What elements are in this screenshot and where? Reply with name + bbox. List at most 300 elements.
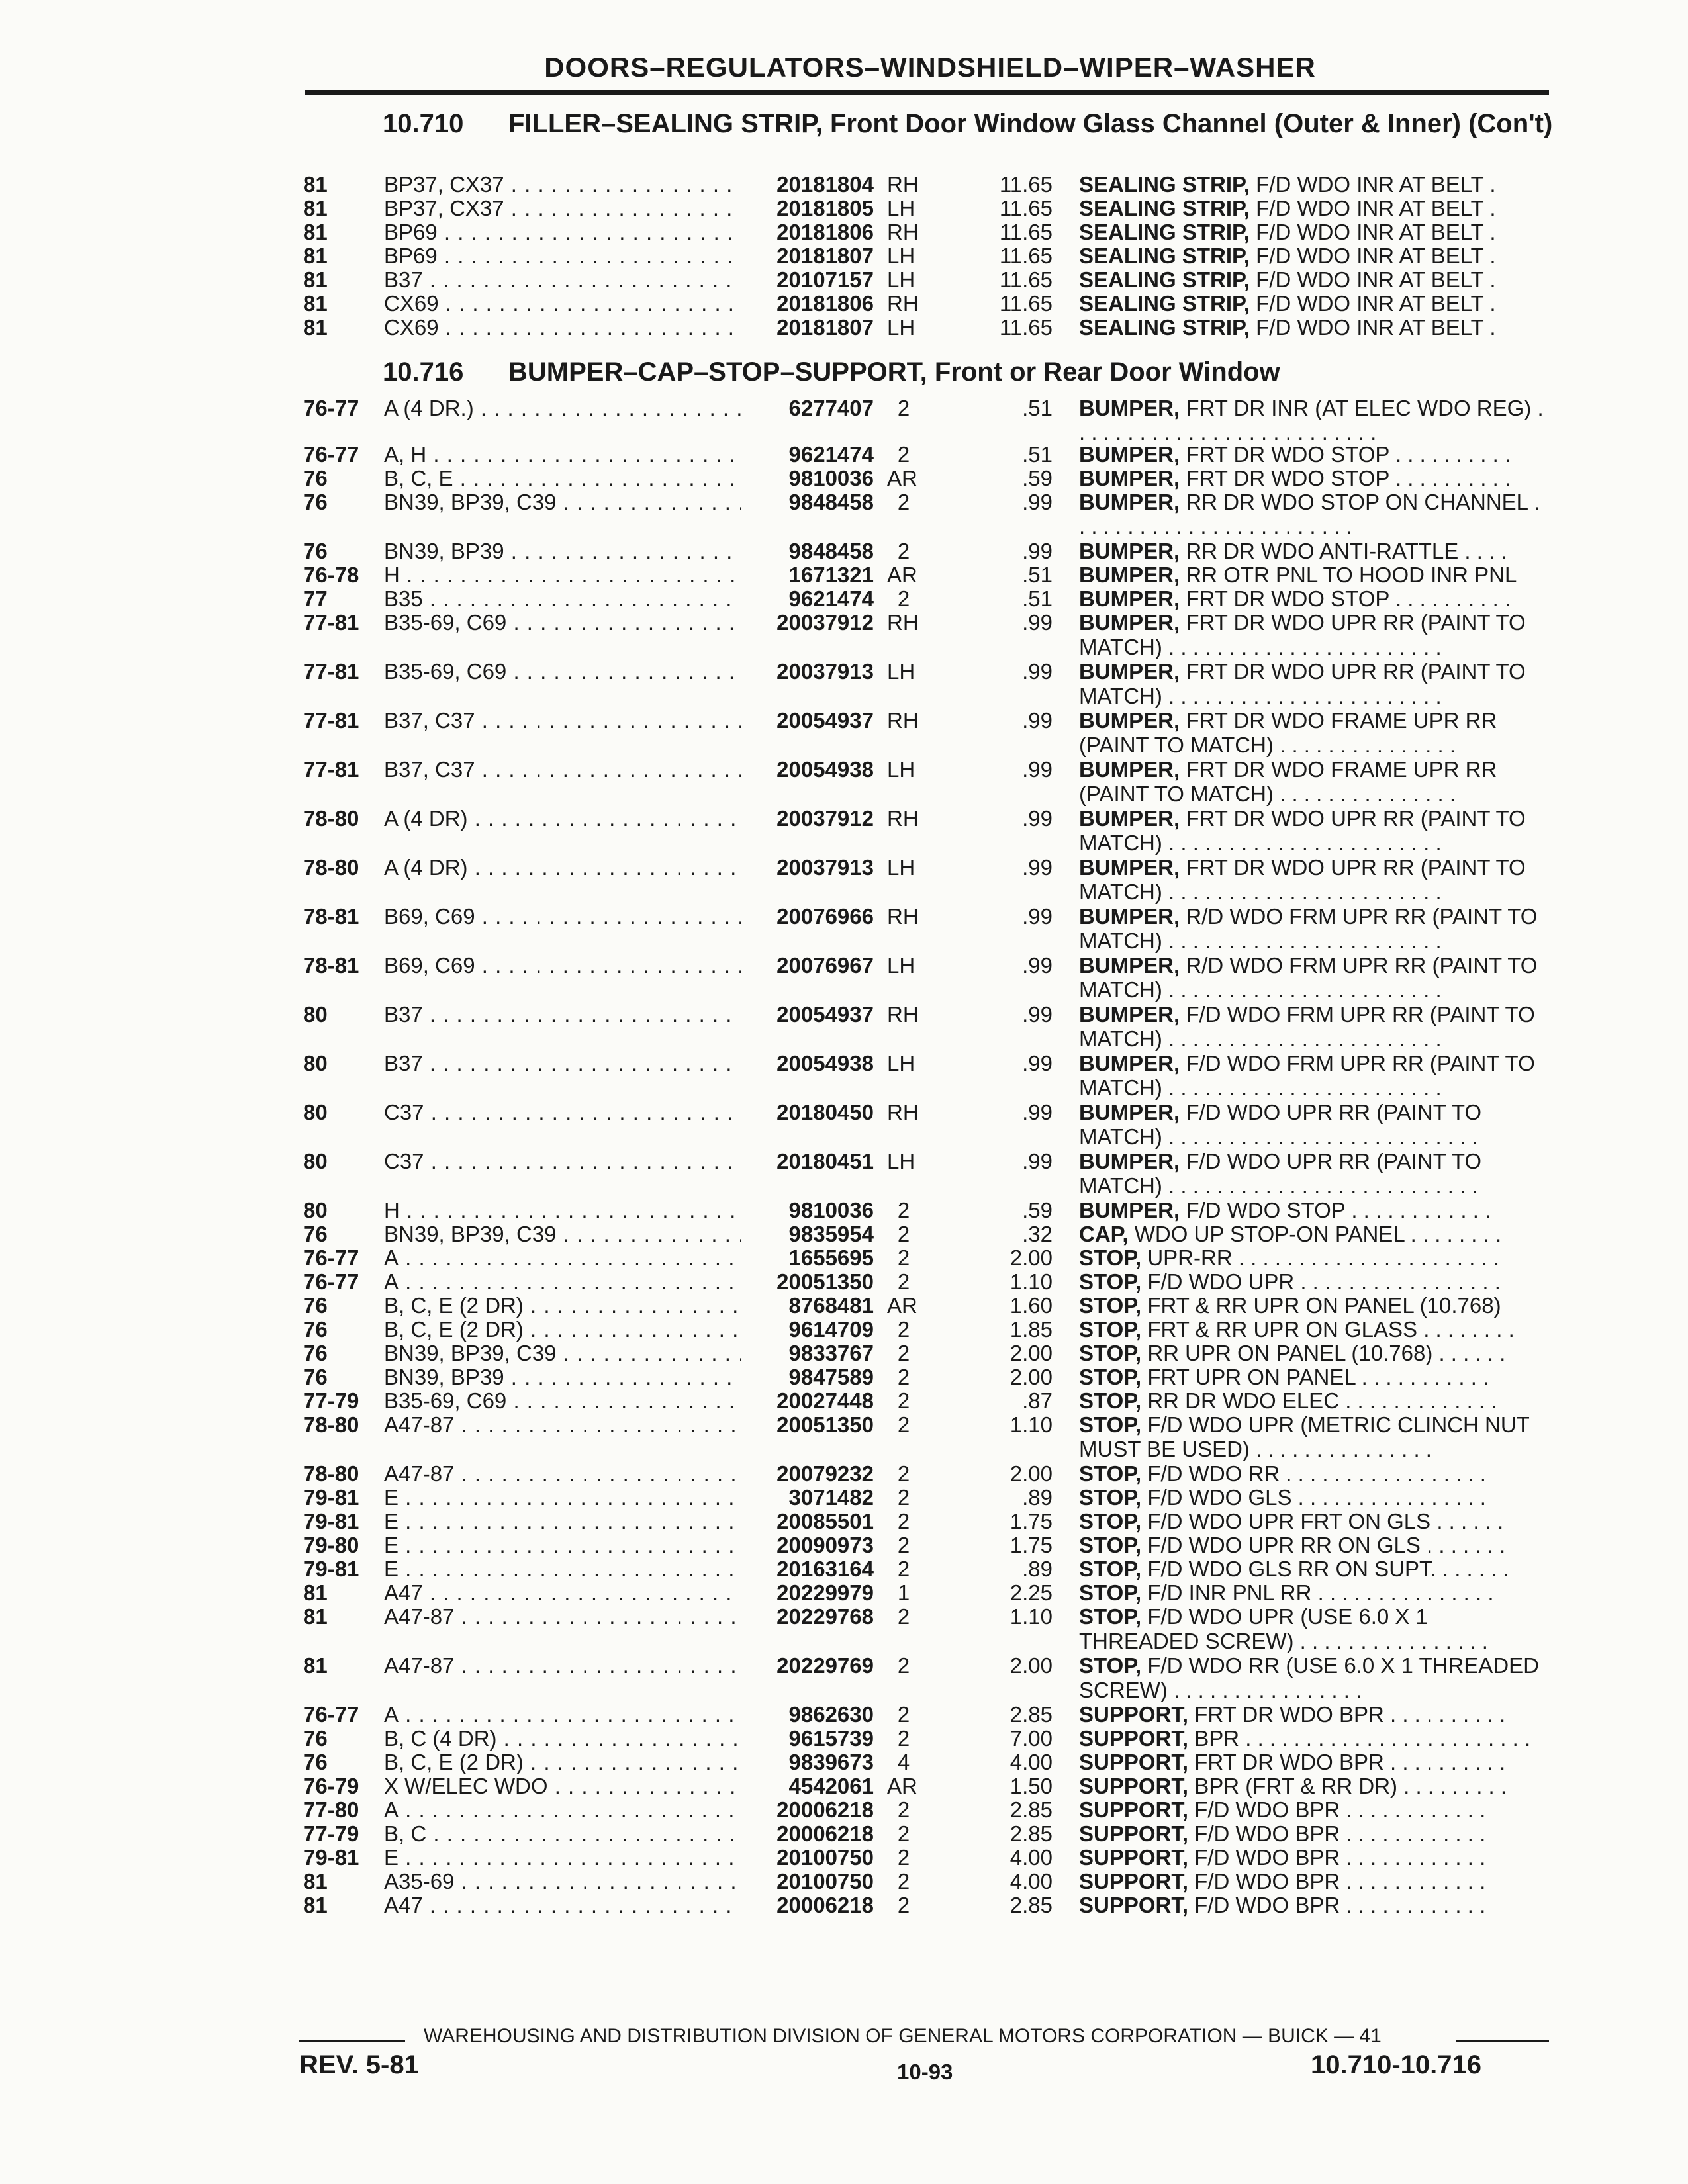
year-range: 80	[303, 1198, 328, 1222]
model-code: B, C, E (2 DR) . . .	[384, 1293, 741, 1318]
part-description	[1079, 291, 1549, 316]
part-number: 9839673	[788, 1750, 874, 1774]
part-number: 20180451	[776, 1149, 874, 1173]
model-code: E . . .	[384, 1557, 741, 1581]
price: 1.75	[1009, 1509, 1053, 1533]
part-number: 20163164	[776, 1557, 874, 1581]
part-description	[1079, 1388, 1549, 1413]
part-description-text: FRT DR WDO UPR RR (PAINT TO MATCH) . . . . . . . . . . . . . . . . . . . . . . .	[1079, 855, 1526, 904]
part-description-keyword: STOP,	[1079, 1412, 1142, 1437]
quantity: 4	[897, 1750, 910, 1774]
part-description-keyword: SEALING STRIP,	[1079, 172, 1250, 197]
part-description	[1079, 539, 1549, 563]
part-number: 8768481	[788, 1293, 874, 1318]
part-number: 20006218	[776, 1893, 874, 1917]
part-description-text: F/D WDO UPR (METRIC CLINCH NUT MUST BE USED) . . . . . . . . . . . . . . .	[1079, 1412, 1530, 1461]
part-description	[1079, 396, 1549, 445]
price: .51	[1022, 396, 1053, 420]
part-number: 20054937	[776, 1002, 874, 1026]
price: 2.85	[1009, 1893, 1053, 1917]
model-code: A (4 DR) . . .	[384, 806, 741, 831]
part-number: 20037912	[776, 806, 874, 831]
revision-label: REV. 5-81	[299, 2050, 419, 2079]
part-description-text: RR DR WDO ELEC . . . . . . . . . . . . .	[1141, 1388, 1497, 1413]
part-number: 20054937	[776, 708, 874, 733]
year-range: 81	[303, 1869, 328, 1893]
part-description-keyword: STOP,	[1079, 1509, 1142, 1533]
table-row	[0, 396, 1688, 449]
part-description-text: RR DR WDO ANTI-RATTLE . . . .	[1180, 539, 1507, 563]
price: 1.60	[1009, 1293, 1053, 1318]
part-description-text: F/D WDO BPR . . . . . . . . . . . .	[1188, 1893, 1486, 1917]
price: 1.50	[1009, 1774, 1053, 1798]
quantity: RH	[887, 172, 919, 197]
model-code: B, C, E . . .	[384, 466, 741, 490]
part-description	[1079, 1002, 1549, 1051]
part-number: 9848458	[788, 490, 874, 514]
part-description-keyword: BUMPER,	[1079, 855, 1180, 880]
model-code: B, C, E (2 DR) . . .	[384, 1317, 741, 1342]
quantity: 2	[897, 586, 910, 611]
part-description-keyword: BUMPER,	[1079, 659, 1180, 684]
part-description-text: R/D WDO FRM UPR RR (PAINT TO MATCH) . . . . . . . . . . . . . . . . . . . . . . .	[1079, 953, 1538, 1002]
price: 4.00	[1009, 1750, 1053, 1774]
price: .51	[1022, 442, 1053, 467]
model-code: B, C . . .	[384, 1821, 741, 1846]
quantity: AR	[887, 1774, 917, 1798]
quantity: LH	[887, 757, 915, 782]
year-range: 81	[303, 196, 328, 220]
price: .99	[1022, 1051, 1053, 1075]
footer-rule-right	[1456, 2040, 1549, 2042]
part-description-keyword: SUPPORT,	[1079, 1726, 1189, 1751]
part-description	[1079, 806, 1549, 855]
table-row	[0, 806, 1688, 859]
part-description	[1079, 1149, 1549, 1198]
part-description	[1079, 1246, 1549, 1270]
year-range: 77-81	[303, 610, 359, 635]
part-description-text: F/D WDO INR AT BELT .	[1249, 291, 1496, 316]
part-description	[1079, 1222, 1549, 1246]
quantity: 2	[897, 490, 910, 514]
part-description-keyword: SUPPORT,	[1079, 1774, 1189, 1798]
year-range: 78-80	[303, 855, 359, 880]
part-description	[1079, 1412, 1549, 1461]
quantity: 2	[897, 1365, 910, 1389]
quantity: LH	[887, 1149, 915, 1173]
year-range: 79-81	[303, 1509, 359, 1533]
part-description-keyword: BUMPER,	[1079, 396, 1180, 420]
quantity: 2	[897, 1222, 910, 1246]
model-code: BN39, BP39 . . .	[384, 1365, 741, 1389]
part-description-keyword: SUPPORT,	[1079, 1821, 1189, 1846]
part-number: 20037913	[776, 855, 874, 880]
price: 11.65	[999, 196, 1053, 220]
year-range: 78-80	[303, 1461, 359, 1486]
part-number: 9621474	[788, 442, 874, 467]
model-code: A47-87 . . .	[384, 1653, 741, 1678]
part-description-text: FRT DR WDO STOP . . . . . . . . . .	[1180, 586, 1511, 611]
part-description-text: WDO UP STOP-ON PANEL . . . . . . . .	[1128, 1222, 1502, 1246]
price: 2.85	[1009, 1797, 1053, 1822]
table-row	[0, 708, 1688, 761]
table-row	[0, 1100, 1688, 1153]
quantity: LH	[887, 1051, 915, 1075]
part-description-text: FRT DR WDO BPR . . . . . . . . . .	[1188, 1702, 1506, 1727]
part-description	[1079, 220, 1549, 244]
year-range: 76	[303, 1293, 328, 1318]
model-code: A47-87 . . .	[384, 1604, 741, 1629]
model-code: E . . .	[384, 1845, 741, 1870]
table-row	[0, 659, 1688, 712]
part-description-text: UPR-RR . . . . . . . . . . . . . . . . . . . . . .	[1141, 1246, 1500, 1270]
part-description-keyword: STOP,	[1079, 1485, 1142, 1510]
year-range: 77-80	[303, 1797, 359, 1822]
part-description-text: R/D WDO FRM UPR RR (PAINT TO MATCH) . . . . . . . . . . . . . . . . . . . . . . .	[1079, 904, 1538, 953]
part-description-keyword: STOP,	[1079, 1557, 1142, 1581]
part-number: 4542061	[788, 1774, 874, 1798]
price: 7.00	[1009, 1726, 1053, 1751]
part-description-text: F/D WDO INR AT BELT .	[1249, 267, 1496, 292]
part-description-text: F/D WDO UPR . . . . . . . . . . . . . . . . .	[1141, 1269, 1501, 1294]
part-number: 9862630	[788, 1702, 874, 1727]
quantity: 2	[897, 1702, 910, 1727]
price: 1.85	[1009, 1317, 1053, 1342]
price: .99	[1022, 1100, 1053, 1124]
part-number: 20181806	[776, 291, 874, 316]
part-description	[1079, 563, 1549, 587]
model-code: CX69 . . .	[384, 291, 741, 316]
part-description-keyword: STOP,	[1079, 1388, 1142, 1413]
part-number: 20006218	[776, 1797, 874, 1822]
model-code: H . . .	[384, 563, 741, 587]
quantity: 1	[897, 1580, 910, 1605]
model-code: A (4 DR.) . . .	[384, 396, 741, 420]
year-range: 76-77	[303, 442, 359, 467]
part-description	[1079, 953, 1549, 1002]
part-description	[1079, 1509, 1549, 1533]
table-row	[0, 1051, 1688, 1104]
price: 11.65	[999, 267, 1053, 292]
part-number: 20079232	[776, 1461, 874, 1486]
year-range: 79-80	[303, 1533, 359, 1557]
part-description-keyword: SEALING STRIP,	[1079, 267, 1250, 292]
part-description-text: F/D INR PNL RR . . . . . . . . . . . . . . .	[1141, 1580, 1494, 1605]
quantity: 2	[897, 1845, 910, 1870]
part-number: 20090973	[776, 1533, 874, 1557]
section-number: 10.710	[383, 109, 464, 138]
model-code: B37 . . .	[384, 1051, 741, 1075]
price: 1.75	[1009, 1533, 1053, 1557]
part-description-text: FRT & RR UPR ON GLASS . . . . . . . .	[1141, 1317, 1515, 1342]
year-range: 81	[303, 220, 328, 244]
part-description-keyword: STOP,	[1079, 1293, 1142, 1318]
part-number: 20229979	[776, 1580, 874, 1605]
part-number: 20076966	[776, 904, 874, 929]
year-range: 76-77	[303, 1246, 359, 1270]
part-description	[1079, 196, 1549, 220]
year-range: 76-77	[303, 1269, 359, 1294]
table-row	[0, 855, 1688, 908]
part-description-keyword: STOP,	[1079, 1653, 1142, 1678]
price: .99	[1022, 953, 1053, 978]
price: .59	[1022, 1198, 1053, 1222]
model-code: B35-69, C69 . . .	[384, 1388, 741, 1413]
price: 2.00	[1009, 1653, 1053, 1678]
table-row	[0, 315, 1688, 368]
year-range: 81	[303, 172, 328, 197]
year-range: 76	[303, 1750, 328, 1774]
model-code: BP69 . . .	[384, 220, 741, 244]
part-number: 20027448	[776, 1388, 874, 1413]
part-description-keyword: BUMPER,	[1079, 466, 1180, 490]
quantity: RH	[887, 220, 919, 244]
part-description-text: F/D WDO UPR RR ON GLS . . . . . . .	[1141, 1533, 1506, 1557]
part-description	[1079, 1797, 1549, 1822]
quantity: LH	[887, 267, 915, 292]
price: .51	[1022, 563, 1053, 587]
model-code: B35-69, C69 . . .	[384, 659, 741, 684]
part-description-text: F/D WDO INR AT BELT .	[1249, 244, 1496, 268]
part-number: 9621474	[788, 586, 874, 611]
model-code: B35 . . .	[384, 586, 741, 611]
quantity: 2	[897, 1198, 910, 1222]
quantity: 2	[897, 442, 910, 467]
year-range: 81	[303, 1604, 328, 1629]
part-description	[1079, 244, 1549, 268]
part-description-text: FRT DR INR (AT ELEC WDO REG) . . . . . . . . . . . . . . . . . . . . . . . . . .	[1079, 396, 1544, 445]
quantity: 2	[897, 1341, 910, 1365]
part-number: 3071482	[788, 1485, 874, 1510]
price: .99	[1022, 659, 1053, 684]
model-code: A35-69 . . .	[384, 1869, 741, 1893]
quantity: RH	[887, 806, 919, 831]
part-number: 20100750	[776, 1845, 874, 1870]
part-description-keyword: BUMPER,	[1079, 806, 1180, 831]
quantity: LH	[887, 315, 915, 340]
part-description-keyword: SEALING STRIP,	[1079, 196, 1250, 220]
part-number: 20181805	[776, 196, 874, 220]
part-description-keyword: BUMPER,	[1079, 490, 1180, 514]
part-description-text: FRT DR WDO FRAME UPR RR (PAINT TO MATCH) . . . . . . . . . . . . . . .	[1079, 757, 1497, 806]
part-description-keyword: BUMPER,	[1079, 442, 1180, 467]
price: 11.65	[999, 220, 1053, 244]
part-description-keyword: STOP,	[1079, 1317, 1142, 1342]
part-description-text: F/D WDO UPR RR (PAINT TO MATCH) . . . . . . . . . . . . . . . . . . . . . . . . . .	[1079, 1100, 1482, 1149]
part-number: 20181806	[776, 220, 874, 244]
part-description-text: FRT UPR ON PANEL . . . . . . . . . . .	[1141, 1365, 1489, 1389]
year-range: 78-81	[303, 904, 359, 929]
part-number: 20181807	[776, 244, 874, 268]
year-range: 81	[303, 267, 328, 292]
part-description	[1079, 904, 1549, 953]
model-code: C37 . . .	[384, 1149, 741, 1173]
price: .99	[1022, 708, 1053, 733]
year-range: 77-79	[303, 1821, 359, 1846]
price: .32	[1022, 1222, 1053, 1246]
part-number: 9614709	[788, 1317, 874, 1342]
quantity: 2	[897, 396, 910, 420]
model-code: BP37, CX37 . . .	[384, 196, 741, 220]
model-code: A, H . . .	[384, 442, 741, 467]
year-range: 76	[303, 1317, 328, 1342]
table-row	[0, 1412, 1688, 1465]
part-number: 1671321	[788, 563, 874, 587]
year-range: 77-81	[303, 757, 359, 782]
quantity: 2	[897, 1726, 910, 1751]
part-description	[1079, 1051, 1549, 1100]
part-description	[1079, 1341, 1549, 1365]
year-range: 79-81	[303, 1485, 359, 1510]
part-description-text: F/D WDO RR (USE 6.0 X 1 THREADED SCREW) . . . . . . . . . . . . . . . .	[1079, 1653, 1539, 1702]
quantity: 2	[897, 1388, 910, 1413]
quantity: 2	[897, 1557, 910, 1581]
quantity: AR	[887, 563, 917, 587]
price: 11.65	[999, 244, 1053, 268]
part-description-text: F/D WDO UPR (USE 6.0 X 1 THREADED SCREW) . . . . . . . . . . . . . . . .	[1079, 1604, 1488, 1653]
year-range: 76-79	[303, 1774, 359, 1798]
part-description-text: FRT DR WDO BPR . . . . . . . . . .	[1188, 1750, 1506, 1774]
year-range: 76	[303, 539, 328, 563]
part-description-text: FRT DR WDO UPR RR (PAINT TO MATCH) . . . . . . . . . . . . . . . . . . . . . . .	[1079, 610, 1526, 659]
part-description-keyword: BUMPER,	[1079, 586, 1180, 611]
quantity: 2	[897, 1485, 910, 1510]
part-number: 20051350	[776, 1412, 874, 1437]
model-code: B, C (4 DR) . . .	[384, 1726, 741, 1751]
part-description-text: RR OTR PNL TO HOOD INR PNL	[1180, 563, 1517, 587]
price: .99	[1022, 1002, 1053, 1026]
quantity: 2	[897, 1412, 910, 1437]
quantity: 2	[897, 1269, 910, 1294]
part-description-text: F/D WDO FRM UPR RR (PAINT TO MATCH) . . . . . . . . . . . . . . . . . . . . . . .	[1079, 1002, 1535, 1051]
part-number: 20054938	[776, 757, 874, 782]
part-description-text: FRT DR WDO STOP . . . . . . . . . .	[1180, 442, 1511, 467]
part-description	[1079, 708, 1549, 757]
part-description-text: FRT & RR UPR ON PANEL (10.768)	[1141, 1293, 1501, 1318]
footer-rule-left	[299, 2040, 405, 2042]
part-description-keyword: BUMPER,	[1079, 563, 1180, 587]
price: 11.65	[999, 172, 1053, 197]
table-row	[0, 904, 1688, 957]
quantity: 2	[897, 1821, 910, 1846]
quantity: LH	[887, 953, 915, 978]
model-code: A . . .	[384, 1269, 741, 1294]
part-number: 9847589	[788, 1365, 874, 1389]
part-description	[1079, 1726, 1549, 1751]
part-description-text: FRT DR WDO UPR RR (PAINT TO MATCH) . . . . . . . . . . . . . . . . . . . . . . .	[1079, 806, 1526, 855]
part-number: 20229769	[776, 1653, 874, 1678]
part-number: 20037913	[776, 659, 874, 684]
model-code: A47 . . .	[384, 1893, 741, 1917]
quantity: 2	[897, 1869, 910, 1893]
part-description	[1079, 1750, 1549, 1774]
part-description	[1079, 1533, 1549, 1557]
part-number: 20037912	[776, 610, 874, 635]
price: .99	[1022, 855, 1053, 880]
model-code: BN39, BP39, C39 . . .	[384, 1222, 741, 1246]
part-description-text: RR DR WDO STOP ON CHANNEL . . . . . . . . . . . . . . . . . . . . . . . .	[1079, 490, 1540, 539]
model-code: E . . .	[384, 1485, 741, 1510]
year-range: 79-81	[303, 1557, 359, 1581]
part-description-text: F/D WDO INR AT BELT .	[1249, 220, 1496, 244]
price: .87	[1022, 1388, 1053, 1413]
part-description-keyword: STOP,	[1079, 1533, 1142, 1557]
price: 4.00	[1009, 1869, 1053, 1893]
part-number: 9615739	[788, 1726, 874, 1751]
year-range: 77-81	[303, 708, 359, 733]
part-description-keyword: SEALING STRIP,	[1079, 315, 1250, 340]
price: .99	[1022, 757, 1053, 782]
part-description-text: F/D WDO FRM UPR RR (PAINT TO MATCH) . . . . . . . . . . . . . . . . . . . . . . .	[1079, 1051, 1535, 1100]
section-title: BUMPER–CAP–STOP–SUPPORT, Front or Rear Door Window	[508, 357, 1280, 387]
page-number: 10-93	[897, 2060, 953, 2084]
model-code: B, C, E (2 DR) . . .	[384, 1750, 741, 1774]
model-code: H . . .	[384, 1198, 741, 1222]
part-description	[1079, 610, 1549, 659]
quantity: RH	[887, 1100, 919, 1124]
part-description-keyword: SEALING STRIP,	[1079, 244, 1250, 268]
part-description	[1079, 1580, 1549, 1605]
table-row	[0, 1002, 1688, 1055]
model-code: E . . .	[384, 1533, 741, 1557]
part-description-keyword: BUMPER,	[1079, 1002, 1180, 1026]
price: .99	[1022, 904, 1053, 929]
part-description-keyword: BUMPER,	[1079, 1051, 1180, 1075]
footer-division: WAREHOUSING AND DISTRIBUTION DIVISION OF GENERAL MOTORS CORPORATION — BUICK — 41	[424, 2025, 1382, 2047]
year-range: 76	[303, 1341, 328, 1365]
part-description	[1079, 1269, 1549, 1294]
part-description-keyword: STOP,	[1079, 1604, 1142, 1629]
part-description	[1079, 855, 1549, 904]
quantity: 2	[897, 1797, 910, 1822]
part-description-keyword: BUMPER,	[1079, 904, 1180, 929]
quantity: RH	[887, 708, 919, 733]
part-description	[1079, 1461, 1549, 1486]
model-code: A47-87 . . .	[384, 1461, 741, 1486]
part-description-text: F/D WDO INR AT BELT .	[1249, 196, 1496, 220]
part-number: 9833767	[788, 1341, 874, 1365]
part-number: 20006218	[776, 1821, 874, 1846]
year-range: 76	[303, 1365, 328, 1389]
price: .99	[1022, 1149, 1053, 1173]
part-description-keyword: SUPPORT,	[1079, 1750, 1189, 1774]
year-range: 80	[303, 1149, 328, 1173]
part-description	[1079, 1365, 1549, 1389]
price: 1.10	[1009, 1269, 1053, 1294]
price: 2.85	[1009, 1821, 1053, 1846]
table-row	[0, 490, 1688, 543]
price: .59	[1022, 466, 1053, 490]
part-description-keyword: SEALING STRIP,	[1079, 220, 1250, 244]
model-code: BP69 . . .	[384, 244, 741, 268]
quantity: 2	[897, 1246, 910, 1270]
quantity: 2	[897, 1533, 910, 1557]
part-description-keyword: SUPPORT,	[1079, 1845, 1189, 1870]
price: 1.10	[1009, 1412, 1053, 1437]
price: .89	[1022, 1557, 1053, 1581]
year-range: 78-81	[303, 953, 359, 978]
model-code: A (4 DR) . . .	[384, 855, 741, 880]
table-row	[0, 1653, 1688, 1706]
year-range: 81	[303, 291, 328, 316]
part-description-keyword: BUMPER,	[1079, 610, 1180, 635]
part-number: 6277407	[788, 396, 874, 420]
part-number: 9810036	[788, 1198, 874, 1222]
part-description-text: F/D WDO STOP . . . . . . . . . . . .	[1180, 1198, 1491, 1222]
model-code: CX69 . . .	[384, 315, 741, 340]
quantity: 2	[897, 1317, 910, 1342]
part-description	[1079, 586, 1549, 611]
